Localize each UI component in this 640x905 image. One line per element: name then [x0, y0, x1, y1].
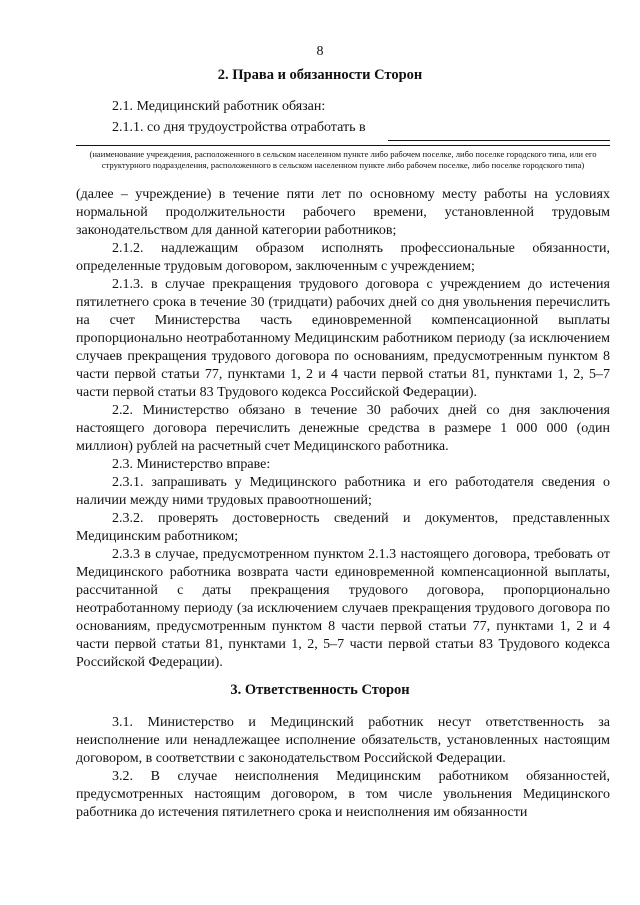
clause-2-1-1-continued: (далее – учреждение) в течение пяти лет по основному месту работы на условиях нормальной продолжительности рабочего времени, установленной трудовым законодательством для данной категории работников; — [76, 187, 610, 238]
clause-2-1-3: 2.1.3. в случае прекращения трудового договора с учреждением до истечения пятилетнего срока в течение 30 (тридцати) рабочих дней со дня увольнения перечислить на счет Министерства часть единовременной компенсационной выплаты пропорционально неотработанному Медицинским работником периоду (за исключением случаев прекращения трудового договора по основаниям, предусмотренным пунктом 8 части первой статьи 77, пунктами 1, 2 и 4 части первой статьи 81, пунктами 1, 2, 5–7 части первой статьи 83 Трудового кодекса Российской Федерации). — [76, 277, 610, 400]
institution-fill-line — [388, 140, 610, 141]
institution-underline — [76, 145, 610, 146]
clause-2-1-2: 2.1.2. надлежащим образом исполнять профессиональные обязанности, определенные трудовым договором, заключенным с учреждением; — [76, 241, 610, 274]
clause-3-2: 3.2. В случае неисполнения Медицинским работником обязанностей, предусмотренных настоящим договором, в том числе увольнения Медицинского работника до истечения пятилетнего срока и неисполнения им обязанности — [76, 769, 610, 820]
page-number: 8 — [316, 44, 324, 59]
institution-caption: (наименование учреждения, расположенного в сельском населенном пункте либо рабочем поселке, либо поселке городского типа, или его структурного подразделения, расположенного в сельском населенном пункте либо рабочем поселке, либо поселке городского типа) — [89, 149, 597, 170]
clause-3-1: 3.1. Министерство и Медицинский работник несут ответственность за неисполнение или ненадлежащее исполнение обязательств, установленных настоящим договором, в соответствии с законодательством Российской Федерации. — [76, 715, 610, 766]
section-3-body — [76, 714, 610, 822]
clause-2-3-2: 2.3.2. проверять достоверность сведений и документов, представленных Медицинским работником; — [76, 511, 610, 544]
clause-2-3: 2.3. Министерство вправе: — [112, 457, 271, 472]
clause-2-1: 2.1. Медицинский работник обязан: — [112, 99, 326, 114]
clause-2-3-1: 2.3.1. запрашивать у Медицинского работника и его работодателя сведения о наличии между ними трудовых правоотношений; — [76, 475, 610, 508]
clause-2-2: 2.2. Министерство обязано в течение 30 рабочих дней со дня заключения настоящего договора перечислить денежные средства в размере 1 000 000 (один миллион) рублей на расчетный счет Медицинского работника. — [76, 403, 610, 454]
section-2-body — [76, 186, 610, 672]
clause-2-1-1: 2.1.1. со дня трудоустройства отработать в — [112, 120, 366, 135]
clause-2-3-3: 2.3.3 в случае, предусмотренном пунктом 2.1.3 настоящего договора, требовать от Медицинского работника возврата части единовременной компенсационной выплаты, рассчитанной с даты прекращения трудового договора, пропорционально неотработанному периоду (за исключением случаев прекращения трудового договора по основаниям, предусмотренным пунктом 8 части первой статьи 77, пунктами 1, 2 и 4 части первой статьи 81, пунктами 1, 2, 5–7 части первой статьи 83 Трудового кодекса Российской Федерации). — [76, 547, 610, 670]
section-2-title: 2. Права и обязанности Сторон — [217, 67, 423, 83]
section-3-title: 3. Ответственность Сторон — [230, 682, 410, 698]
